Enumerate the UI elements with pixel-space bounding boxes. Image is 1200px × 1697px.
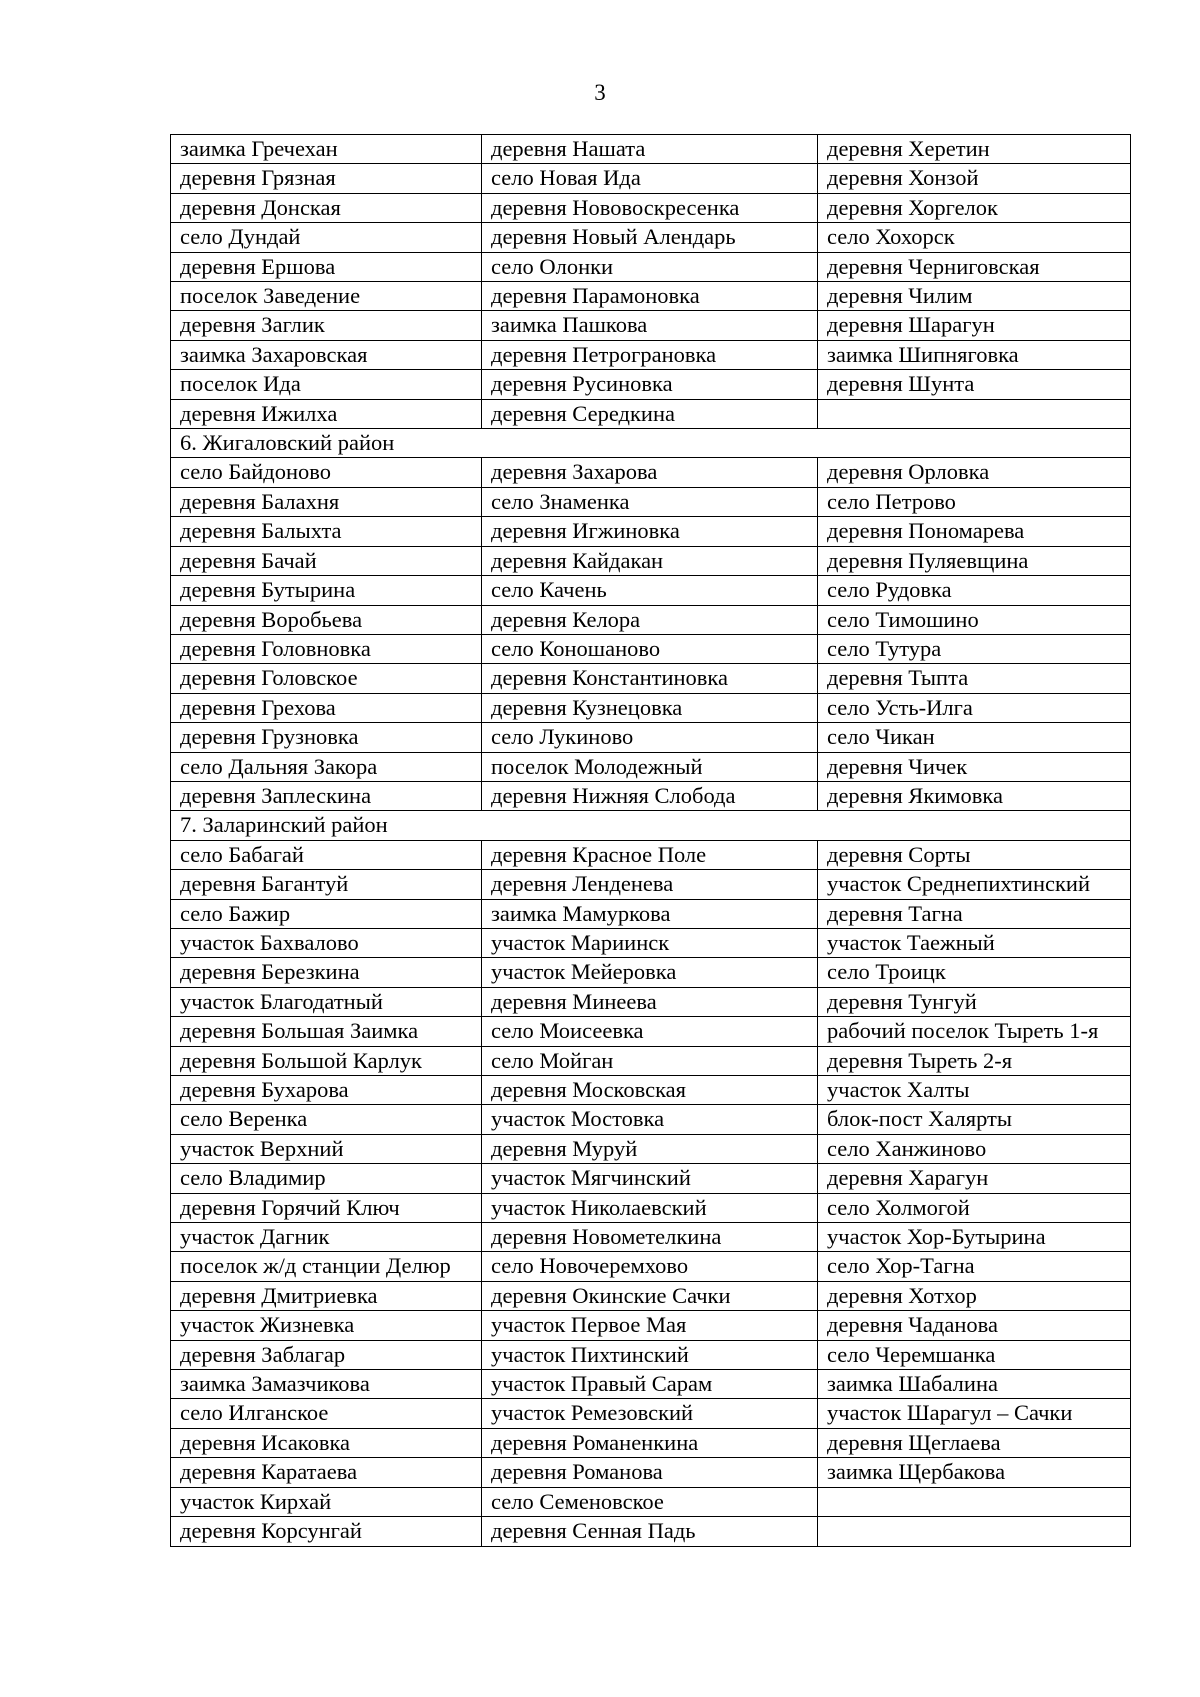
settlement-cell: село Рудовка (818, 576, 1131, 605)
settlement-cell (818, 1487, 1131, 1516)
settlement-cell: деревня Тунгуй (818, 987, 1131, 1016)
settlement-cell: деревня Келора (482, 605, 818, 634)
settlement-cell: деревня Бутырина (171, 576, 482, 605)
settlement-cell: деревня Кузнецовка (482, 693, 818, 722)
settlement-cell: село Коношаново (482, 634, 818, 663)
table-row (171, 1252, 1131, 1281)
table-row (171, 1340, 1131, 1369)
settlement-cell: участок Шарагул – Сачки (818, 1399, 1131, 1428)
table-row (171, 1281, 1131, 1310)
table-row (171, 370, 1131, 399)
settlement-cell: село Хор-Тагна (818, 1252, 1131, 1281)
settlement-cell: участок Первое Мая (482, 1311, 818, 1340)
settlement-cell: деревня Чичек (818, 752, 1131, 781)
settlement-cell: село Лукиново (482, 723, 818, 752)
settlement-cell: деревня Горячий Ключ (171, 1193, 482, 1222)
table-row (171, 223, 1131, 252)
table-row (171, 1134, 1131, 1163)
settlement-cell: участок Дагник (171, 1223, 482, 1252)
settlement-cell: село Владимир (171, 1164, 482, 1193)
settlement-cell: село Петрово (818, 487, 1131, 516)
table-row (171, 1311, 1131, 1340)
settlement-cell: деревня Ленденева (482, 870, 818, 899)
settlement-cell: деревня Новый Алендарь (482, 223, 818, 252)
table-row (171, 164, 1131, 193)
table-row (171, 1017, 1131, 1046)
settlement-cell: деревня Грузновка (171, 723, 482, 752)
settlement-cell: поселок Молодежный (482, 752, 818, 781)
settlement-cell: деревня Воробьева (171, 605, 482, 634)
settlement-cell: деревня Романенкина (482, 1428, 818, 1457)
settlement-cell: участок Таежный (818, 928, 1131, 957)
settlement-cell: деревня Якимовка (818, 781, 1131, 810)
settlement-cell: село Олонки (482, 252, 818, 281)
settlement-cell: участок Мягчинский (482, 1164, 818, 1193)
table-row (171, 752, 1131, 781)
settlement-cell: деревня Донская (171, 193, 482, 222)
settlements-table-body (171, 135, 1131, 1547)
table-row (171, 664, 1131, 693)
settlement-cell: заимка Шипняговка (818, 340, 1131, 369)
settlement-cell: село Дальняя Закора (171, 752, 482, 781)
settlement-cell: село Моисеевка (482, 1017, 818, 1046)
settlement-cell: село Тимошино (818, 605, 1131, 634)
settlement-cell: деревня Грязная (171, 164, 482, 193)
settlement-cell: рабочий поселок Тыреть 1-я (818, 1017, 1131, 1046)
settlement-cell: заимка Гречехан (171, 135, 482, 164)
table-row (171, 958, 1131, 987)
table-row (171, 870, 1131, 899)
table-row (171, 634, 1131, 663)
settlement-cell: заимка Шабалина (818, 1370, 1131, 1399)
settlement-cell: село Хохорск (818, 223, 1131, 252)
table-row (171, 340, 1131, 369)
district-header: 6. Жигаловский район (171, 429, 1131, 458)
settlement-cell: деревня Хотхор (818, 1281, 1131, 1310)
table-row (171, 1105, 1131, 1134)
settlement-cell: село Новая Ида (482, 164, 818, 193)
settlement-cell: деревня Тагна (818, 899, 1131, 928)
settlement-cell: деревня Херетин (818, 135, 1131, 164)
settlement-cell: участок Мариинск (482, 928, 818, 957)
table-row (171, 899, 1131, 928)
settlement-cell: заимка Щербакова (818, 1458, 1131, 1487)
table-row (171, 1076, 1131, 1105)
settlement-cell: участок Жизневка (171, 1311, 482, 1340)
table-row (171, 1193, 1131, 1222)
settlement-cell: деревня Багантуй (171, 870, 482, 899)
settlement-cell: деревня Исаковка (171, 1428, 482, 1457)
settlement-cell: село Мойган (482, 1046, 818, 1075)
settlement-cell: участок Николаевский (482, 1193, 818, 1222)
settlement-cell: участок Ремезовский (482, 1399, 818, 1428)
settlement-cell: участок Мостовка (482, 1105, 818, 1134)
settlement-cell: блок-пост Халярты (818, 1105, 1131, 1134)
settlement-cell: деревня Игжиновка (482, 517, 818, 546)
settlement-cell: село Знаменка (482, 487, 818, 516)
settlement-cell: деревня Заблагар (171, 1340, 482, 1369)
settlement-cell: деревня Парамоновка (482, 282, 818, 311)
settlement-cell: заимка Замазчикова (171, 1370, 482, 1399)
settlements-table (170, 134, 1131, 1547)
settlement-cell: поселок Ида (171, 370, 482, 399)
table-row (171, 1046, 1131, 1075)
settlement-cell: деревня Грехова (171, 693, 482, 722)
settlement-cell: деревня Захарова (482, 458, 818, 487)
settlement-cell: село Тутура (818, 634, 1131, 663)
settlement-cell: деревня Бухарова (171, 1076, 482, 1105)
settlement-cell: участок Хор-Бутырина (818, 1223, 1131, 1252)
settlement-cell: деревня Дмитриевка (171, 1281, 482, 1310)
table-row (171, 546, 1131, 575)
table-row (171, 458, 1131, 487)
settlement-cell: деревня Чилим (818, 282, 1131, 311)
settlement-cell: деревня Черниговская (818, 252, 1131, 281)
table-row (171, 987, 1131, 1016)
table-row (171, 723, 1131, 752)
district-header-row (171, 811, 1131, 840)
table-row (171, 1487, 1131, 1516)
settlement-cell: село Семеновское (482, 1487, 818, 1516)
table-row (171, 1517, 1131, 1546)
settlement-cell: деревня Нашата (482, 135, 818, 164)
settlement-cell: деревня Балахня (171, 487, 482, 516)
settlement-cell: деревня Русиновка (482, 370, 818, 399)
settlement-cell: село Чикан (818, 723, 1131, 752)
settlement-cell: деревня Кайдакан (482, 546, 818, 575)
settlement-cell: деревня Тыреть 2-я (818, 1046, 1131, 1075)
settlement-cell: деревня Сенная Падь (482, 1517, 818, 1546)
settlement-cell: деревня Хоргелок (818, 193, 1131, 222)
settlement-cell: деревня Орловка (818, 458, 1131, 487)
settlement-cell: деревня Харагун (818, 1164, 1131, 1193)
settlement-cell: деревня Щеглаева (818, 1428, 1131, 1457)
settlement-cell: деревня Корсунгай (171, 1517, 482, 1546)
table-row (171, 1399, 1131, 1428)
settlement-cell: поселок Заведение (171, 282, 482, 311)
settlement-cell: деревня Муруй (482, 1134, 818, 1163)
settlement-cell: деревня Пономарева (818, 517, 1131, 546)
settlement-cell: деревня Хонзой (818, 164, 1131, 193)
settlement-cell (818, 1517, 1131, 1546)
settlement-cell: поселок ж/д станции Делюр (171, 1252, 482, 1281)
table-row (171, 1370, 1131, 1399)
settlement-cell: село Байдоново (171, 458, 482, 487)
table-row (171, 781, 1131, 810)
settlement-cell: деревня Константиновка (482, 664, 818, 693)
table-row (171, 1223, 1131, 1252)
settlement-cell: деревня Головновка (171, 634, 482, 663)
table-row (171, 399, 1131, 428)
settlement-cell: участок Кирхай (171, 1487, 482, 1516)
settlement-cell: заимка Мамуркова (482, 899, 818, 928)
table-row (171, 1458, 1131, 1487)
settlement-cell: участок Бахвалово (171, 928, 482, 957)
settlement-cell: село Качень (482, 576, 818, 605)
settlement-cell: деревня Чаданова (818, 1311, 1131, 1340)
table-row (171, 1164, 1131, 1193)
settlement-cell: село Дундай (171, 223, 482, 252)
settlement-cell: деревня Ижилха (171, 399, 482, 428)
settlement-cell: деревня Московская (482, 1076, 818, 1105)
table-row (171, 840, 1131, 869)
settlement-cell: деревня Заплескина (171, 781, 482, 810)
settlement-cell: деревня Пуляевщина (818, 546, 1131, 575)
settlement-cell: деревня Каратаева (171, 1458, 482, 1487)
settlement-cell: село Черемшанка (818, 1340, 1131, 1369)
table-row (171, 135, 1131, 164)
settlement-cell: деревня Окинские Сачки (482, 1281, 818, 1310)
settlement-cell: участок Среднепихтинский (818, 870, 1131, 899)
settlement-cell: деревня Головское (171, 664, 482, 693)
settlement-cell: деревня Тыпта (818, 664, 1131, 693)
settlement-cell: заимка Захаровская (171, 340, 482, 369)
settlement-cell: село Троицк (818, 958, 1131, 987)
settlement-cell: село Веренка (171, 1105, 482, 1134)
district-header: 7. Заларинский район (171, 811, 1131, 840)
table-row (171, 193, 1131, 222)
table-row (171, 252, 1131, 281)
settlement-cell: деревня Сорты (818, 840, 1131, 869)
settlement-cell: деревня Минеева (482, 987, 818, 1016)
settlement-cell: деревня Шунта (818, 370, 1131, 399)
settlement-cell: деревня Шарагун (818, 311, 1131, 340)
settlement-cell: деревня Большой Карлук (171, 1046, 482, 1075)
settlement-cell: участок Мейеровка (482, 958, 818, 987)
table-row (171, 576, 1131, 605)
settlement-cell: участок Правый Сарам (482, 1370, 818, 1399)
settlement-cell: деревня Заглик (171, 311, 482, 340)
settlement-cell: деревня Новометелкина (482, 1223, 818, 1252)
settlement-cell: село Бажир (171, 899, 482, 928)
settlement-cell: деревня Бачай (171, 546, 482, 575)
table-row (171, 693, 1131, 722)
settlement-cell: деревня Романова (482, 1458, 818, 1487)
table-row (171, 1428, 1131, 1457)
settlement-cell: село Новочеремхово (482, 1252, 818, 1281)
settlement-cell: участок Верхний (171, 1134, 482, 1163)
table-row (171, 311, 1131, 340)
settlement-cell: деревня Балыхта (171, 517, 482, 546)
settlement-cell: деревня Середкина (482, 399, 818, 428)
settlement-cell: участок Пихтинский (482, 1340, 818, 1369)
settlement-cell: деревня Большая Заимка (171, 1017, 482, 1046)
settlement-cell: деревня Нижняя Слобода (482, 781, 818, 810)
table-row (171, 928, 1131, 957)
settlement-cell: деревня Красное Поле (482, 840, 818, 869)
settlement-cell: деревня Ершова (171, 252, 482, 281)
table-row (171, 605, 1131, 634)
settlement-cell: село Холмогой (818, 1193, 1131, 1222)
settlement-cell: деревня Петрограновка (482, 340, 818, 369)
settlement-cell: заимка Пашкова (482, 311, 818, 340)
settlement-cell: деревня Березкина (171, 958, 482, 987)
table-row (171, 487, 1131, 516)
settlement-cell: село Ханжиново (818, 1134, 1131, 1163)
table-row (171, 517, 1131, 546)
settlement-cell: село Усть-Илга (818, 693, 1131, 722)
settlement-cell: участок Халты (818, 1076, 1131, 1105)
settlement-cell: участок Благодатный (171, 987, 482, 1016)
page-number: 3 (594, 80, 606, 105)
settlement-cell (818, 399, 1131, 428)
settlement-cell: село Бабагай (171, 840, 482, 869)
settlement-cell: деревня Нововоскресенка (482, 193, 818, 222)
table-row (171, 282, 1131, 311)
district-header-row (171, 429, 1131, 458)
settlement-cell: село Илганское (171, 1399, 482, 1428)
